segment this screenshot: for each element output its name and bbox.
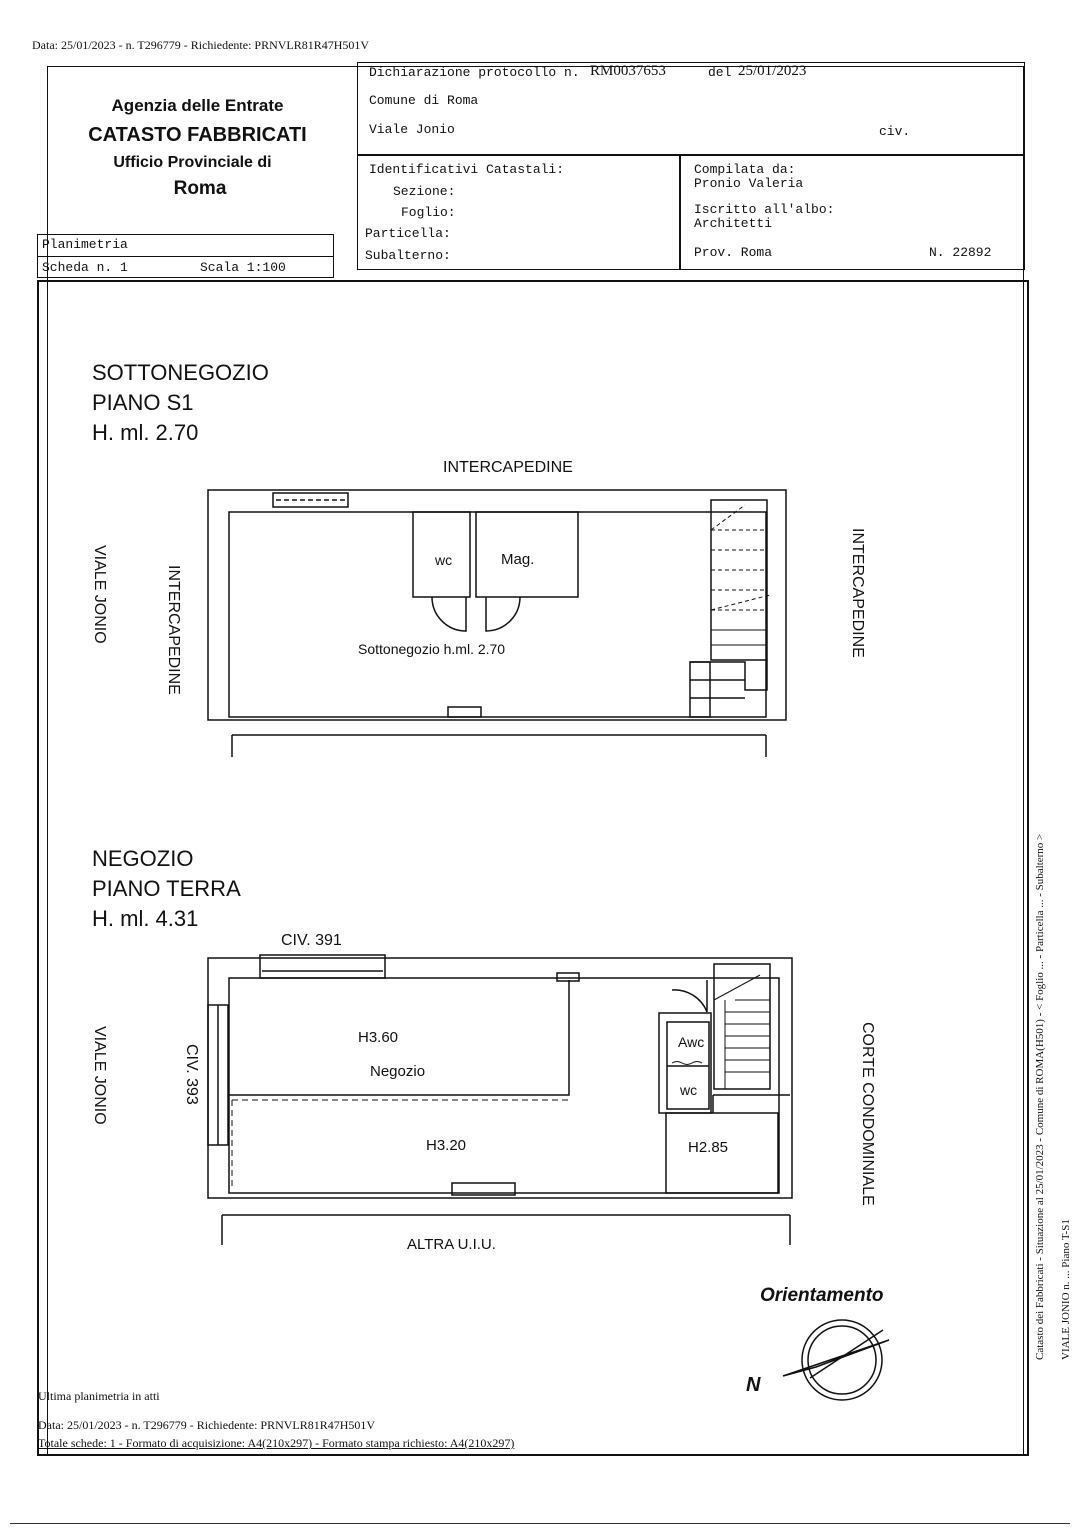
- ufficio-label: Ufficio Provinciale di: [113, 154, 272, 171]
- ufficio-city: Roma: [173, 178, 227, 199]
- t-height: H. ml. 4.31: [92, 906, 199, 931]
- room-wc-t: wc: [680, 1082, 698, 1098]
- identifiers-title: Identificativi Catastali:: [369, 162, 565, 177]
- compass-rose: [783, 1320, 889, 1400]
- footer-request: Data: 25/01/2023 - n. T296779 - Richiedente: PRNVLR81R47H501V: [38, 1418, 376, 1432]
- prov-label: Prov. Roma: [694, 245, 773, 260]
- room-wc-s1: wc: [435, 552, 453, 568]
- s1-floor: PIANO S1: [92, 390, 194, 415]
- scheda-label: Scheda n. 1: [42, 260, 128, 275]
- agency-name: Agenzia delle Entrate: [111, 96, 284, 115]
- comune-label: Comune di Roma: [369, 93, 479, 108]
- catasto-title: CATASTO FABBRICATI: [88, 124, 307, 146]
- subalterno-label: Subalterno:: [365, 248, 451, 263]
- t-title: NEGOZIO: [92, 846, 194, 871]
- t-right-label: CORTE CONDOMINIALE: [859, 1022, 876, 1206]
- footer-formats: Totale schede: 1 - Formato di acquisizione: A4(210x297) - Formato stampa richiesto: A4(210x297): [38, 1436, 515, 1450]
- foglio-label: Foglio:: [401, 205, 456, 220]
- room-negozio: Negozio: [370, 1063, 426, 1080]
- s1-height: H. ml. 2.70: [92, 420, 199, 445]
- orientation-label: Orientamento: [760, 1285, 884, 1306]
- room-h320: H3.20: [426, 1137, 467, 1154]
- room-h285: H2.85: [688, 1139, 729, 1156]
- s1-top-label: INTERCAPEDINE: [443, 459, 573, 476]
- t-bottom-label: ALTRA U.I.U.: [407, 1236, 496, 1253]
- protocol-date: 25/01/2023: [738, 63, 807, 79]
- protocol-del: del: [708, 65, 732, 80]
- plan-t: [208, 955, 792, 1245]
- plan-s1: [208, 490, 786, 757]
- room-h360: H3.60: [358, 1029, 399, 1046]
- civ-391: CIV. 391: [281, 932, 342, 949]
- scala-label: Scala 1:100: [200, 260, 286, 275]
- albo-value: Architetti: [694, 216, 773, 231]
- t-floor: PIANO TERRA: [92, 876, 241, 901]
- north-label: N: [746, 1374, 761, 1396]
- protocol-number: RM0037653: [590, 63, 666, 79]
- room-awc: Awc: [678, 1034, 705, 1050]
- t-left-street: VIALE JONIO: [91, 1026, 108, 1125]
- side-status-line: Catasto dei Fabbricati - Situazione al 25/01/2023 - Comune di ROMA(H501) - < Foglio ... - Particella ... - Subalterno >: [1034, 833, 1046, 1360]
- s1-title: SOTTONEGOZIO: [92, 360, 269, 385]
- s1-left-label: INTERCAPEDINE: [165, 565, 182, 695]
- particella-label: Particella:: [365, 226, 451, 241]
- street-label: Viale Jonio: [369, 122, 455, 137]
- prov-number: N. 22892: [929, 245, 992, 260]
- protocol-label: Dichiarazione protocollo n.: [369, 65, 580, 80]
- room-sottonegozio: Sottonegozio h.ml. 2.70: [358, 641, 506, 657]
- footer-last-plan: Ultima planimetria in atti: [38, 1389, 160, 1403]
- planimetria-label: Planimetria: [42, 237, 128, 252]
- albo-label: Iscritto all'albo:: [694, 202, 835, 217]
- sezione-label: Sezione:: [393, 184, 456, 199]
- compiled-label: Compilata da:: [694, 162, 796, 177]
- civ-393: CIV. 393: [183, 1044, 200, 1105]
- top-request-line: Data: 25/01/2023 - n. T296779 - Richiedente: PRNVLR81R47H501V: [32, 38, 370, 52]
- compiled-name: Pronio Valeria: [694, 176, 804, 191]
- side-address-line: VIALE JONIO n. ... Piano T-S1: [1060, 1219, 1072, 1360]
- s1-right-label: INTERCAPEDINE: [849, 528, 866, 658]
- s1-left-street: VIALE JONIO: [91, 545, 108, 644]
- civ-label: civ.: [879, 124, 911, 139]
- room-mag: Mag.: [501, 551, 535, 568]
